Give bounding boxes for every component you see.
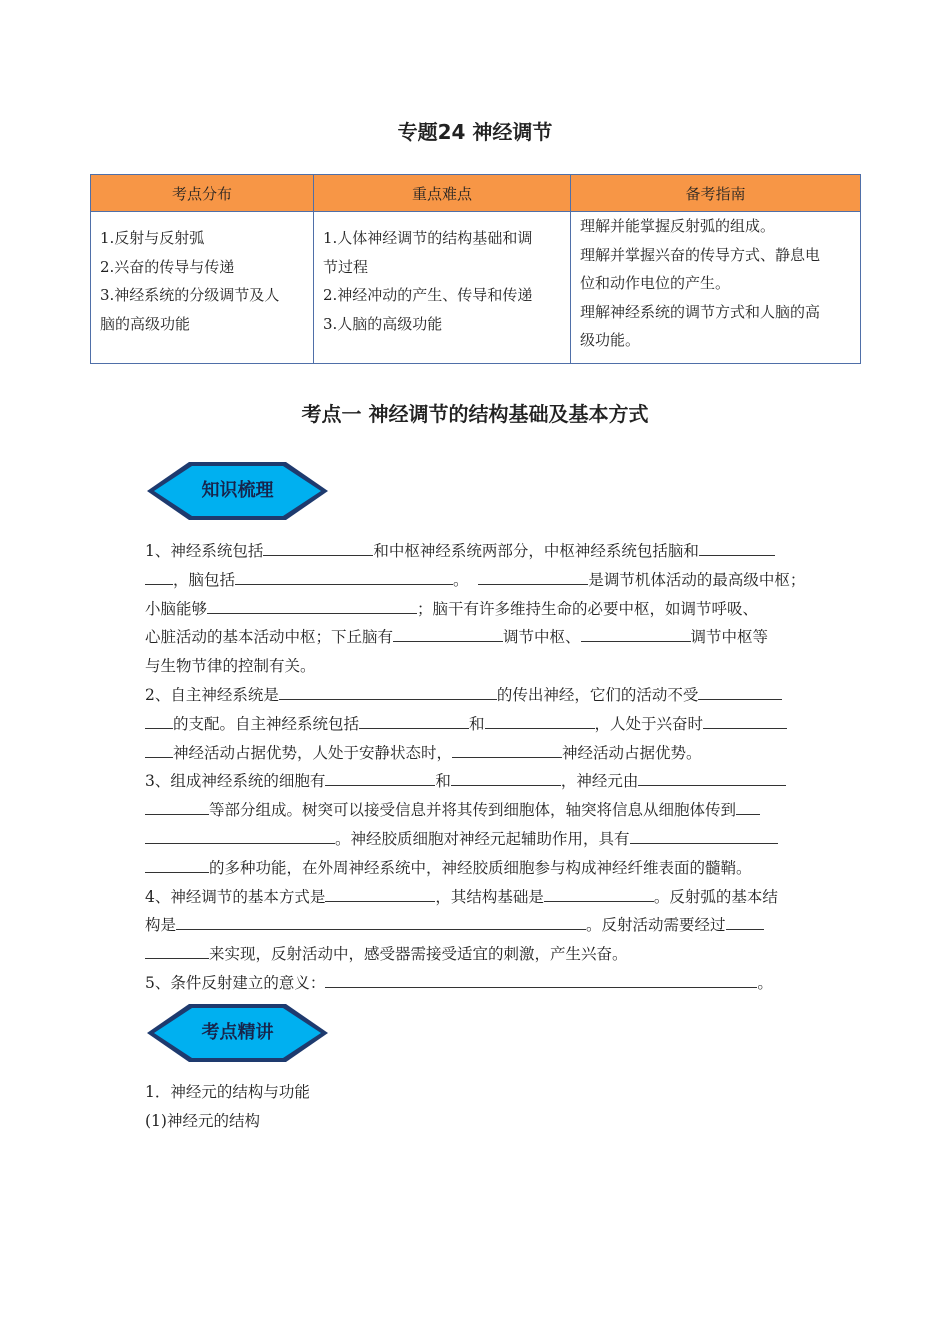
blank[interactable] [544,885,654,902]
text: ，神经元由 [560,772,639,791]
blank[interactable] [359,712,469,729]
blank[interactable] [726,913,764,930]
blank[interactable] [145,741,173,758]
blank[interactable] [393,625,503,642]
cell-line: 脑的高级功能 [100,314,191,333]
section-title: 考点一 神经调节的结构基础及基本方式 [301,402,649,426]
blank[interactable] [452,741,562,758]
blank[interactable] [736,798,760,815]
blank[interactable] [630,827,778,844]
text: 的支配。自主神经系统包括 [173,714,360,733]
text: 和中枢神经系统两部分，中枢神经系统包括脑和 [373,542,699,560]
blank[interactable] [176,913,586,930]
text: 来实现，反射活动中，感受器需接受适宜的刺激，产生兴奋。 [209,945,628,964]
text: 调节中枢等 [690,628,769,647]
cell-line: 理解并掌握兴奋的传导方式、静息电 [580,245,821,264]
subheading: (1)神经元的结构 [145,1112,260,1130]
text: 等部分组成。树突可以接受信息并将其传到细胞体，轴突将信息从细胞体传到 [209,801,737,820]
text: 2、自主神经系统是 [145,685,279,704]
text: 的多种功能，在外周神经系统中，神经胶质细胞参与构成神经纤维表面的髓鞘。 [209,858,752,877]
blank[interactable] [485,712,595,729]
text: 神经活动占据优势。 [562,743,702,762]
blank[interactable] [235,568,453,585]
table-header: 备考指南 [571,175,861,212]
table-header: 考点分布 [91,175,314,212]
text: 心脏活动的基本活动中枢；下丘脑有 [145,628,394,647]
blank[interactable] [263,539,373,556]
text: 神经活动占据优势，人处于安静状态时， [173,743,453,762]
text: 。 [757,973,773,992]
blank[interactable] [145,942,209,959]
text: ，人处于兴奋时 [594,714,704,733]
text: 与生物节律的控制有关。 [145,657,316,676]
text: 的传出神经，它们的活动不受 [496,685,699,704]
cell-line: 2.神经冲动的产生、传导和传递 [323,286,533,304]
badge-label: 考点精讲 [201,1022,274,1043]
blank[interactable] [325,769,435,786]
text: 3、组成神经系统的细胞有 [145,772,326,791]
blank[interactable] [145,568,173,585]
cell-line: 级功能。 [580,331,641,349]
cell-line: 理解神经系统的调节方式和人脑的高 [580,302,821,321]
blank[interactable] [451,769,561,786]
cell-line: 1.人体神经调节的结构基础和调 [323,229,533,247]
table-row [91,212,861,364]
table-cell [314,212,571,364]
text: ，其结构基础是 [435,887,544,906]
text: 和 [469,714,485,733]
blank[interactable] [325,885,435,902]
key-points-badge [145,1002,330,1064]
blank[interactable] [145,827,335,844]
text: 1、神经系统包括 [145,542,264,560]
text: 构是 [145,916,177,935]
blank[interactable] [698,683,782,700]
text: 。 [453,570,469,589]
fill-in-paragraphs [145,537,810,998]
blank[interactable] [581,625,691,642]
blank[interactable] [145,856,209,873]
table-cell [91,212,314,364]
blank[interactable] [638,769,786,786]
cell-line: 3.神经系统的分级调节及人 [100,286,280,304]
text: 。神经胶质细胞对神经元起辅助作用，具有 [335,829,630,848]
cell-line: 理解并能掌握反射弧的组成。 [580,217,776,235]
cell-line: 3.人脑的高级功能 [323,314,443,333]
blank[interactable] [145,712,173,729]
text: ，脑包括 [173,570,236,589]
cell-line: 节过程 [323,257,369,276]
text: 是调节机体活动的最高级中枢； [588,570,806,589]
blank[interactable] [703,712,787,729]
subheading: 1．神经元的结构与功能 [145,1083,310,1101]
cell-line: 2.兴奋的传导与传递 [100,257,235,276]
exam-distribution-table [90,174,861,364]
text: ；脑干有许多维持生命的必要中枢，如调节呼吸、 [417,599,759,618]
text: 4、神经调节的基本方式是 [145,887,326,906]
cell-line: 位和动作电位的产生。 [580,274,731,292]
blank[interactable] [279,683,497,700]
text: 调节中枢、 [503,628,581,647]
text: 。反射活动需要经过 [586,916,726,935]
cell-line: 1.反射与反射弧 [100,229,205,247]
text: 小脑能够 [145,599,208,618]
text: 和 [435,772,451,791]
blank[interactable] [207,597,417,614]
blank[interactable] [478,568,588,585]
table-cell [571,212,861,364]
blank[interactable] [699,539,775,556]
blank[interactable] [145,798,209,815]
text: 。反射弧的基本结 [653,887,778,906]
badge-label: 知识梳理 [201,480,274,501]
knowledge-badge [145,460,330,522]
page-title: 专题24 神经调节 [397,120,553,144]
table-header-row [91,175,861,212]
table-header: 重点难点 [314,175,571,212]
text: 5、条件反射建立的意义： [145,973,326,992]
blank[interactable] [325,971,757,988]
